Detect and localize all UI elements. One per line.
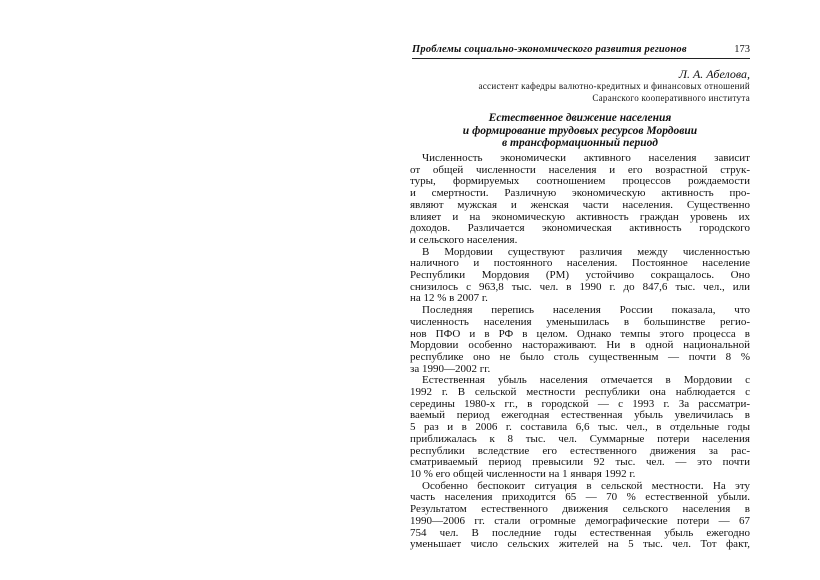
text-line: уменьшает число сельских жителей на 5 тыс. чел. Тот факт, — [410, 538, 750, 551]
text-line: Естественная убыль населения отмечается в Мордовии с — [422, 374, 750, 387]
text-line: за 1990—2002 гг. — [410, 362, 491, 375]
author-block — [410, 67, 750, 104]
text-line: Республики Мордовия (РМ) устойчиво сокращалось. Оно — [410, 269, 750, 282]
text-line: приближалась к 8 тыс. чел. Суммарные потери населения — [410, 432, 750, 445]
author-affiliation-line: Саранского кооперативного института — [592, 92, 750, 103]
text-line: сматриваемый период превысили 92 тыс. чел. — это почти — [410, 456, 750, 469]
title-line: Естественное движение населения — [488, 112, 672, 124]
text-line: Особенно беспокоит ситуация в сельской местности. На эту — [422, 479, 750, 492]
text-line: часть населения приходится 65 — 70 % естественной убыли. — [410, 491, 750, 504]
text-line: нов ПФО и в РФ в целом. Однако темпы этого процесса в — [410, 327, 750, 340]
article-title — [410, 112, 750, 150]
text-line: и сельского населения. — [410, 233, 518, 246]
running-header — [412, 44, 750, 59]
text-line: республике оно не было столь существенным — почти 8 % — [410, 350, 750, 363]
running-title: Проблемы социально-экономического развития регионов — [412, 44, 687, 55]
text-line: доходов. Различается экономическая активность городского — [410, 222, 750, 235]
article-body — [410, 153, 750, 551]
text-line: середины 1980-х гг., в городской — с 1993 г. За рассматри- — [410, 397, 750, 410]
author-affiliation-line: ассистент кафедры валютно-кредитных и финансовых отношений — [478, 81, 750, 91]
author-name: Л. А. Абелова, — [678, 67, 750, 81]
text-line: наличного и постоянного населения. Постоянное население — [410, 257, 750, 270]
page-number: 173 — [734, 44, 750, 55]
text-line: влияет и на экономическую активность граждан уровень их — [410, 210, 750, 223]
text-line: 1990—2006 гг. стали огромные демографические потери — 67 — [410, 514, 750, 527]
text-line: численность населения уменьшилась в большинстве регио- — [410, 315, 750, 328]
text-line: Мордовии особенно настораживают. Ни в одной национальной — [410, 339, 750, 352]
text-line: 10 % его общей численности на 1 января 1992 г. — [410, 467, 636, 480]
title-line: и формирование трудовых ресурсов Мордовии — [462, 124, 698, 137]
text-line: республики вследствие его естественного движения за рас- — [410, 444, 750, 457]
text-line: Последняя перепись населения России показала, что — [422, 304, 750, 317]
text-line: от общей численности населения и его возрастной струк- — [410, 163, 750, 176]
text-line: В Мордовии существуют различия между численностью — [422, 245, 750, 258]
text-line: туры, формируемых соотношением процессов рождаемости — [410, 175, 750, 188]
text-line: ваемый период ежегодная естественная убыль увеличилась в — [410, 409, 750, 422]
text-line: являют мужская и женская части населения. Существенно — [410, 198, 750, 211]
text-line: снизилось с 963,8 тыс. чел. в 1990 г. до 847,6 тыс. чел., или — [410, 280, 750, 293]
text-line: на 12 % в 2007 г. — [410, 292, 488, 305]
text-line: и смертности. Различную экономическую активность про- — [410, 187, 750, 200]
text-line: 5 раз и в 2006 г. составила 6,6 тыс. чел., в отдельные годы — [410, 421, 750, 434]
text-line: Численность экономически активного населения зависит — [422, 152, 750, 164]
title-line: в трансформационный период — [502, 137, 658, 149]
text-line: 754 чел. В последние годы естественная убыль ежегодно — [410, 526, 750, 539]
text-line: Результатом естественного движения сельского населения в — [410, 503, 750, 516]
text-line: 1992 г. В сельской местности республики она наблюдается с — [410, 386, 750, 399]
